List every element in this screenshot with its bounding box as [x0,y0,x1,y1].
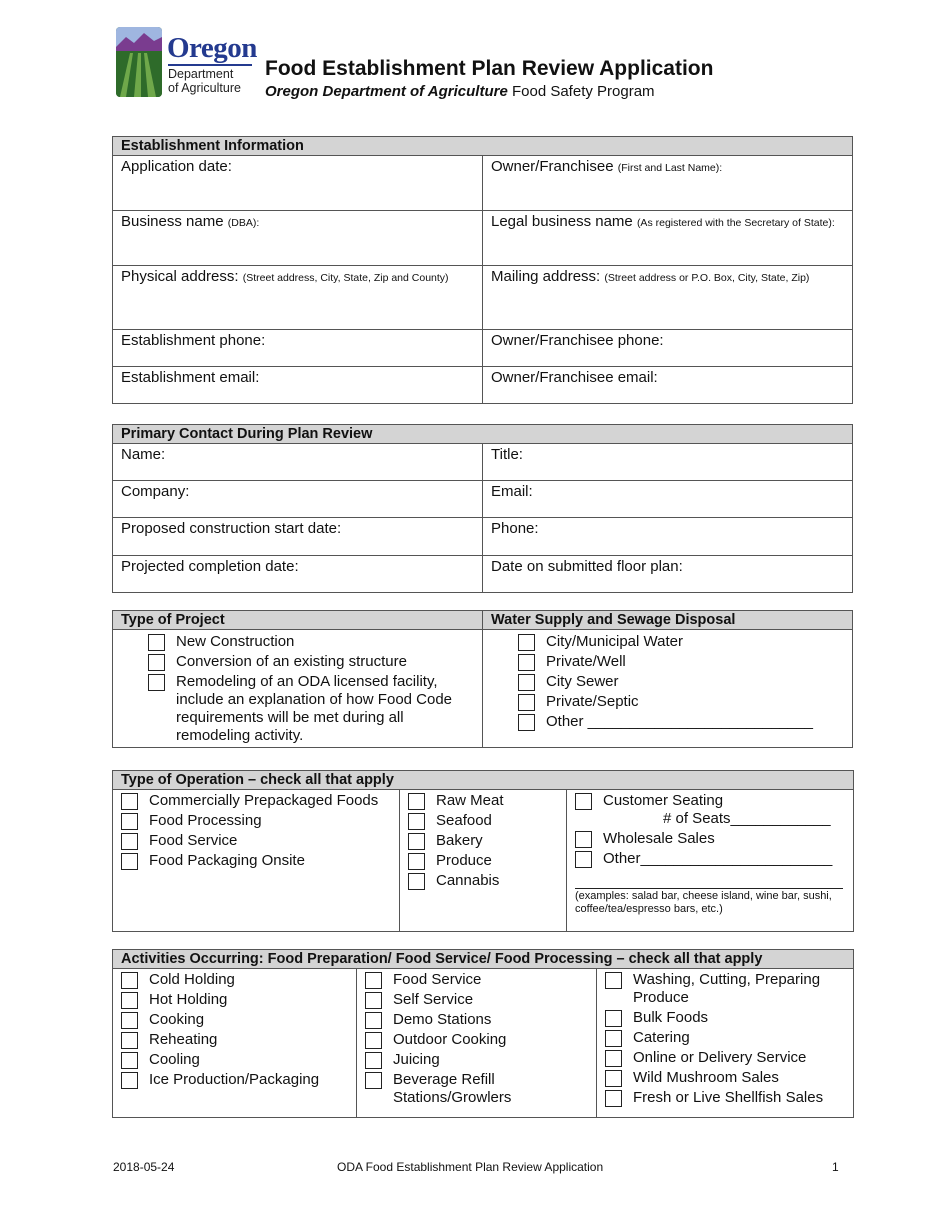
checkbox[interactable] [365,1072,382,1089]
contact-phone-field[interactable]: Phone: [483,518,853,556]
activity-option[interactable]: Cooking [121,1011,348,1029]
logo-divider [168,64,252,66]
floor-plan-date-field[interactable]: Date on submitted floor plan: [483,556,853,593]
water-options [483,630,853,748]
subtitle-program: Food Safety Program [507,83,655,100]
activity-option[interactable]: Demo Stations [365,1011,588,1029]
footer-page-number: 1 [832,1160,839,1174]
activity-option[interactable]: Washing, Cutting, Preparing Produce [605,971,845,1007]
owner-franchisee-field[interactable]: Owner/Franchisee (First and Last Name): [483,156,853,211]
activity-option[interactable]: Cooling [121,1051,348,1069]
operation-option[interactable]: Food Processing [121,812,391,830]
checkbox[interactable] [365,1032,382,1049]
activities-col-2 [357,969,597,1118]
checkbox[interactable] [605,1090,622,1107]
establishment-heading: Establishment Information [113,137,853,156]
footer-date: 2018-05-24 [113,1160,175,1174]
water-option[interactable]: City Sewer [518,673,844,691]
checkbox[interactable] [518,714,535,731]
water-option[interactable]: Other ___________________________ [518,713,844,731]
operation-col-1 [113,790,400,932]
contact-heading: Primary Contact During Plan Review [113,425,853,444]
checkbox[interactable] [365,1012,382,1029]
activity-option[interactable]: Bulk Foods [605,1009,845,1027]
contact-title-field[interactable]: Title: [483,444,853,481]
checkbox[interactable] [121,1012,138,1029]
activity-option[interactable]: Food Service [365,971,588,989]
contact-email-field[interactable]: Email: [483,481,853,518]
checkbox[interactable] [408,813,425,830]
owner-phone-field[interactable]: Owner/Franchisee phone: [483,330,853,367]
contact-name-field[interactable]: Name: [113,444,483,481]
business-name-field[interactable]: Business name (DBA): [113,211,483,266]
logo-subtext-1: Department [168,67,234,81]
checkbox[interactable] [121,972,138,989]
application-date-field[interactable]: Application date: [113,156,483,211]
contact-company-field[interactable]: Company: [113,481,483,518]
activity-option[interactable]: Self Service [365,991,588,1009]
subtitle-agency: Oregon Department of Agriculture [265,83,508,100]
operation-option[interactable]: Food Service [121,832,391,850]
operation-option[interactable]: Commercially Prepackaged Foods [121,792,391,810]
checkbox[interactable] [575,793,592,810]
operation-col-3 [567,790,854,932]
operation-option[interactable]: Cannabis [408,872,558,890]
logo-subtext-2: of Agriculture [168,81,241,95]
construction-start-date-field[interactable]: Proposed construction start date: [113,518,483,556]
physical-address-field[interactable]: Physical address: (Street address, City, State, Zip and County) [113,266,483,330]
checkbox[interactable] [605,1030,622,1047]
checkbox[interactable] [148,634,165,651]
oda-logo-image [116,27,162,97]
checkbox[interactable] [518,694,535,711]
operation-option-wholesale[interactable]: Wholesale Sales [575,830,845,848]
document-title: Food Establishment Plan Review Application [265,57,714,80]
checkbox[interactable] [605,1070,622,1087]
checkbox[interactable] [121,992,138,1009]
activity-option[interactable]: Reheating [121,1031,348,1049]
operation-examples: (examples: salad bar, cheese island, wine bar, sushi, coffee/tea/espresso bars, etc.) [575,890,832,915]
checkbox[interactable] [121,833,138,850]
other-line[interactable] [575,888,843,889]
activities-col-3 [597,969,854,1118]
water-option[interactable]: City/Municipal Water [518,633,844,651]
primary-contact-table [112,424,853,593]
operation-table [112,770,854,932]
activities-col-1 [113,969,357,1118]
checkbox[interactable] [518,634,535,651]
checkbox[interactable] [365,972,382,989]
operation-heading: Type of Operation – check all that apply [113,771,854,790]
checkbox[interactable] [575,831,592,848]
checkbox[interactable] [148,674,165,691]
checkbox[interactable] [518,654,535,671]
operation-option[interactable]: Raw Meat [408,792,558,810]
legal-business-name-field[interactable]: Legal business name (As registered with the Secretary of State): [483,211,853,266]
activities-heading: Activities Occurring: Food Preparation/ Food Service/ Food Processing – check all that apply [113,950,854,969]
operation-option-seating[interactable]: Customer Seating [575,792,845,810]
project-option[interactable]: Conversion of an existing structure [148,653,474,671]
establishment-phone-field[interactable]: Establishment phone: [113,330,483,367]
checkbox[interactable] [121,1052,138,1069]
operation-option[interactable]: Produce [408,852,558,870]
checkbox[interactable] [408,793,425,810]
activity-option[interactable]: Beverage Refill Stations/Growlers [365,1071,588,1107]
checkbox[interactable] [121,1032,138,1049]
checkbox[interactable] [121,813,138,830]
document-subtitle [265,83,655,100]
project-option[interactable]: New Construction [148,633,474,651]
owner-email-field[interactable]: Owner/Franchisee email: [483,367,853,404]
mailing-address-field[interactable]: Mailing address: (Street address or P.O. Box, City, State, Zip) [483,266,853,330]
activity-option[interactable]: Ice Production/Packaging [121,1071,348,1089]
project-option[interactable]: Remodeling of an ODA licensed facility, include an explanation of how Food Code requirements will be met during all remodeling activity. [148,673,474,745]
checkbox[interactable] [365,1052,382,1069]
water-heading: Water Supply and Sewage Disposal [483,611,853,630]
activities-table [112,949,854,1118]
completion-date-field[interactable]: Projected completion date: [113,556,483,593]
checkbox[interactable] [365,992,382,1009]
checkbox[interactable] [121,793,138,810]
water-option[interactable]: Private/Well [518,653,844,671]
checkbox[interactable] [605,1010,622,1027]
operation-option[interactable]: Food Packaging Onsite [121,852,391,870]
activity-option[interactable]: Online or Delivery Service [605,1049,845,1067]
operation-option[interactable]: Seafood [408,812,558,830]
checkbox[interactable] [518,674,535,691]
project-water-table [112,610,853,748]
logo-wordmark: Oregon [167,32,257,64]
seats-count-field[interactable]: # of Seats____________ [663,810,831,827]
checkbox[interactable] [575,851,592,868]
checkbox[interactable] [121,1072,138,1089]
footer-title: ODA Food Establishment Plan Review Application [337,1160,604,1174]
activity-option[interactable]: Wild Mushroom Sales [605,1069,845,1087]
activity-option[interactable]: Catering [605,1029,845,1047]
operation-col-2 [400,790,567,932]
activity-option[interactable]: Cold Holding [121,971,348,989]
activity-option[interactable]: Juicing [365,1051,588,1069]
checkbox[interactable] [408,833,425,850]
establishment-information-table [112,136,853,404]
operation-option-other[interactable]: Other_______________________ [575,850,845,868]
checkbox[interactable] [408,853,425,870]
checkbox[interactable] [605,972,622,989]
water-option[interactable]: Private/Septic [518,693,844,711]
activity-option[interactable]: Outdoor Cooking [365,1031,588,1049]
project-heading: Type of Project [113,611,483,630]
checkbox[interactable] [408,873,425,890]
checkbox[interactable] [121,853,138,870]
establishment-email-field[interactable]: Establishment email: [113,367,483,404]
checkbox[interactable] [148,654,165,671]
activity-option[interactable]: Fresh or Live Shellfish Sales [605,1089,845,1107]
operation-option[interactable]: Bakery [408,832,558,850]
activity-option[interactable]: Hot Holding [121,991,348,1009]
checkbox[interactable] [605,1050,622,1067]
project-options [113,630,483,748]
